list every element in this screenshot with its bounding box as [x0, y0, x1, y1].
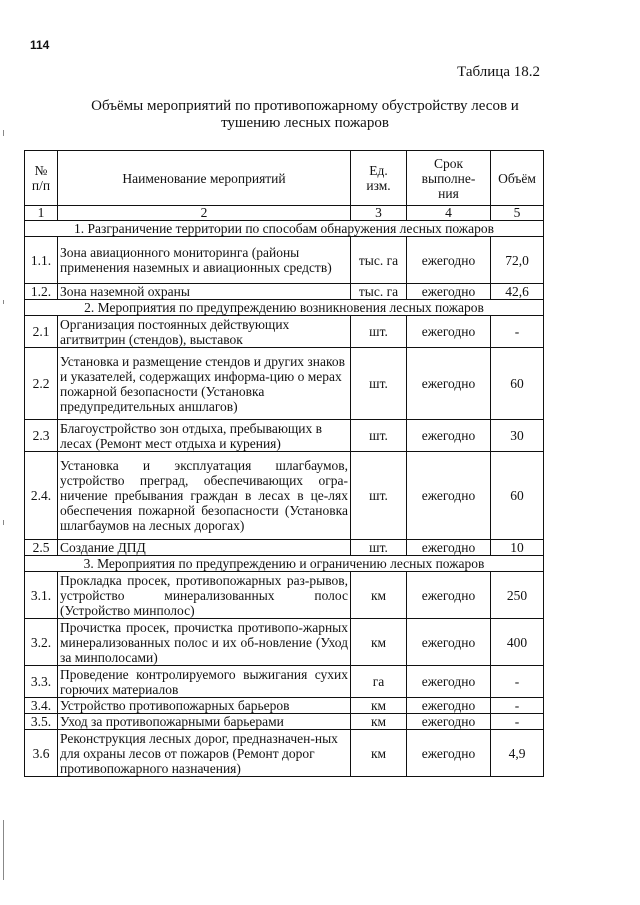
row-number: 3.6 — [25, 730, 58, 777]
header-term-line: ния — [438, 185, 459, 201]
table-row — [25, 284, 544, 300]
section-row — [25, 221, 544, 237]
table-row — [25, 666, 544, 698]
measures-table — [24, 150, 544, 777]
row-number: 1.1. — [25, 237, 58, 284]
row-volume: 250 — [491, 572, 544, 619]
row-unit: км — [351, 730, 407, 777]
header-unit — [351, 151, 407, 206]
row-unit: шт. — [351, 452, 407, 540]
row-measure-name: Прокладка просек, противопожарных раз-рывов, устройство минерализованных полос (Устройство минполос) — [58, 572, 351, 619]
row-unit: шт. — [351, 420, 407, 452]
header-term-line: выполне- — [421, 170, 476, 186]
row-term: ежегодно — [407, 730, 491, 777]
table-row — [25, 619, 544, 666]
row-volume: 60 — [491, 452, 544, 540]
row-volume: 400 — [491, 619, 544, 666]
row-unit: га — [351, 666, 407, 698]
row-measure-name: Организация постоянных действующих агитвитрин (стендов), выставок — [58, 316, 351, 348]
row-number: 3.4. — [25, 698, 58, 714]
header-term — [407, 151, 491, 206]
scan-edge-mark — [3, 520, 4, 525]
scan-edge-mark — [3, 300, 4, 304]
row-measure-name: Зона авиационного мониторинга (районы применения наземных и авиационных средств) — [58, 237, 351, 284]
row-measure-name: Установка и размещение стендов и других знаков и указателей, содержащих информа-цию о мерах пожарной безопасности (Установка предупредительных аншлагов) — [58, 348, 351, 420]
header-unit-line: Ед. — [369, 163, 388, 178]
row-measure-name: Реконструкция лесных дорог, предназначен-ных для охраны лесов от пожаров (Ремонт дорог противопожарного назначения) — [58, 730, 351, 777]
table-row — [25, 452, 544, 540]
header-name: Наименование мероприятий — [58, 151, 351, 206]
row-term: ежегодно — [407, 237, 491, 284]
row-term: ежегодно — [407, 572, 491, 619]
section-row — [25, 300, 544, 316]
row-term: ежегодно — [407, 540, 491, 556]
row-unit: км — [351, 698, 407, 714]
row-volume: 4,9 — [491, 730, 544, 777]
title-line: Объёмы мероприятий по противопожарному обустройству лесов и — [91, 98, 519, 114]
document-title — [40, 98, 570, 132]
header-num — [25, 151, 58, 206]
column-index: 4 — [407, 206, 491, 221]
row-number: 2.5 — [25, 540, 58, 556]
title-line: тушению лесных пожаров — [221, 115, 389, 131]
row-volume: - — [491, 316, 544, 348]
header-term-line: Срок — [433, 155, 464, 171]
table-row — [25, 572, 544, 619]
table-label: Таблица 18.2 — [457, 64, 540, 80]
scan-edge-mark — [3, 130, 4, 136]
section-title: 1. Разграничение территории по способам обнаружения лесных пожаров — [25, 221, 544, 237]
row-measure-name: Установка и эксплуатация шлагбаумов, устройство преград, обеспечивающих огра-ничение пребывания граждан в лесах в це-лях обеспечения пожарной безопасности (Установка шлагбаумов на лесных дорогах) — [58, 452, 351, 540]
page-number: 114 — [30, 38, 50, 52]
header-num-line: № — [34, 163, 48, 178]
column-index: 5 — [491, 206, 544, 221]
section-title: 3. Мероприятия по предупреждению и ограничению лесных пожаров — [25, 556, 544, 572]
row-measure-name: Уход за противопожарными барьерами — [58, 714, 351, 730]
row-volume: 30 — [491, 420, 544, 452]
header-unit-line: изм. — [366, 178, 391, 193]
row-number: 2.1 — [25, 316, 58, 348]
table-row — [25, 714, 544, 730]
row-number: 2.4. — [25, 452, 58, 540]
table-row — [25, 420, 544, 452]
row-unit: тыс. га — [351, 237, 407, 284]
row-term: ежегодно — [407, 348, 491, 420]
column-index: 3 — [351, 206, 407, 221]
row-unit: шт. — [351, 316, 407, 348]
row-unit: км — [351, 619, 407, 666]
row-number: 1.2. — [25, 284, 58, 300]
row-number: 3.3. — [25, 666, 58, 698]
row-term: ежегодно — [407, 316, 491, 348]
column-index: 1 — [25, 206, 58, 221]
row-volume: - — [491, 666, 544, 698]
row-measure-name: Устройство противопожарных барьеров — [58, 698, 351, 714]
row-measure-name: Благоустройство зон отдыха, пребывающих в лесах (Ремонт мест отдыха и курения) — [58, 420, 351, 452]
section-row — [25, 556, 544, 572]
row-unit: шт. — [351, 348, 407, 420]
header-num-line: п/п — [31, 178, 51, 193]
row-volume: 42,6 — [491, 284, 544, 300]
row-term: ежегодно — [407, 666, 491, 698]
row-volume: 72,0 — [491, 237, 544, 284]
row-number: 3.2. — [25, 619, 58, 666]
column-index: 2 — [58, 206, 351, 221]
row-measure-name: Зона наземной охраны — [58, 284, 351, 300]
row-measure-name: Проведение контролируемого выжигания сухих горючих материалов — [58, 666, 351, 698]
section-title: 2. Мероприятия по предупреждению возникновения лесных пожаров — [25, 300, 544, 316]
row-volume: 60 — [491, 348, 544, 420]
scan-edge-mark — [3, 820, 4, 880]
row-volume: - — [491, 714, 544, 730]
table-row — [25, 237, 544, 284]
row-number: 3.1. — [25, 572, 58, 619]
header-volume: Объём — [491, 151, 544, 206]
table-row — [25, 348, 544, 420]
row-number: 2.2 — [25, 348, 58, 420]
row-unit: тыс. га — [351, 284, 407, 300]
table-row — [25, 730, 544, 777]
row-unit: км — [351, 714, 407, 730]
row-term: ежегодно — [407, 420, 491, 452]
row-term: ежегодно — [407, 714, 491, 730]
row-term: ежегодно — [407, 619, 491, 666]
row-term: ежегодно — [407, 452, 491, 540]
row-unit: км — [351, 572, 407, 619]
row-measure-name: Прочистка просек, прочистка противопо-жарных минерализованных полос и их об-новление (Уход за минполосами) — [58, 619, 351, 666]
row-number: 3.5. — [25, 714, 58, 730]
row-measure-name: Создание ДПД — [58, 540, 351, 556]
table-row — [25, 698, 544, 714]
table-header-row — [25, 151, 544, 206]
row-unit: шт. — [351, 540, 407, 556]
column-index-row — [25, 206, 544, 221]
row-volume: 10 — [491, 540, 544, 556]
table-row — [25, 316, 544, 348]
row-term: ежегодно — [407, 284, 491, 300]
row-volume: - — [491, 698, 544, 714]
row-number: 2.3 — [25, 420, 58, 452]
row-term: ежегодно — [407, 698, 491, 714]
table-row — [25, 540, 544, 556]
